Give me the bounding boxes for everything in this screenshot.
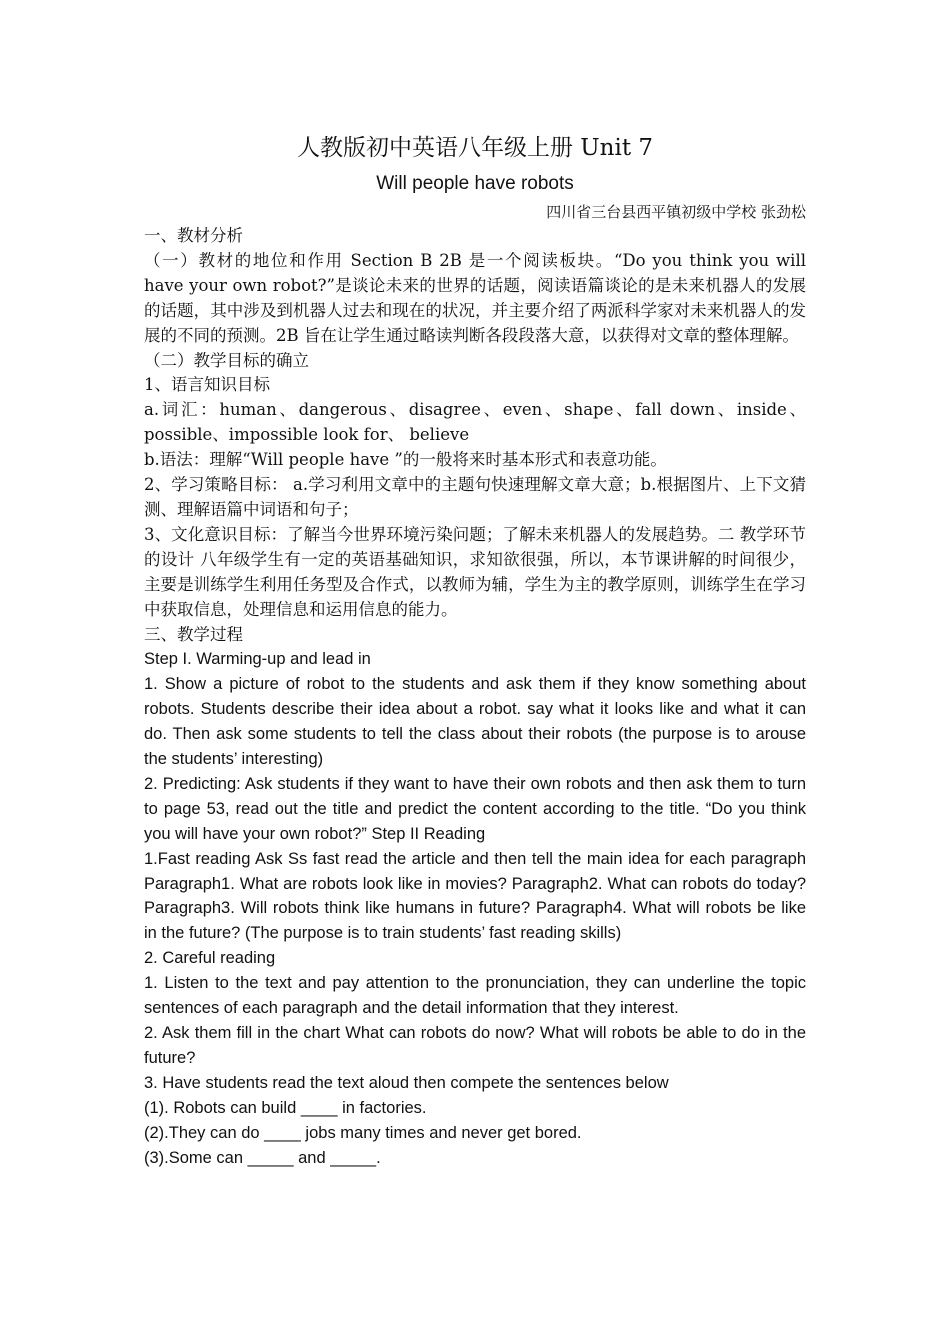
paragraph: 2、学习策略目标： a.学习利用文章中的主题句快速理解文章大意；b.根据图片、上下文猜测、理解语篇中词语和句子；: [144, 475, 806, 519]
exercise-item: (2).They can do ____ jobs many times and never get bored.: [144, 1123, 582, 1142]
author-line: 四川省三台县西平镇初级中学校 张劲松: [546, 203, 806, 221]
section-heading: 一、教材分析: [144, 226, 243, 245]
paragraph: 2. Predicting: Ask students if they want to have their own robots and then ask them to turn to page 53, read out the title and predict the content according to the title. “Do you think you will have your own robot?” Step II Reading: [144, 774, 806, 843]
document-body: [144, 128, 806, 1170]
paragraph: 2. Ask them fill in the chart What can robots do now? What will robots be able to do in the future?: [144, 1024, 806, 1067]
document-subtitle: Will people have robots: [376, 173, 574, 194]
subsection-heading: （二）教学目标的确立: [144, 350, 309, 370]
document-title: 人教版初中英语八年级上册 Unit 7: [296, 135, 654, 161]
paragraph: b.语法：理解“Will people have ”的一般将来时基本形式和表意功能。: [144, 450, 667, 470]
paragraph: 1.Fast reading Ask Ss fast read the article and then tell the main idea for each paragraph Paragraph1. What are robots look like in movies? Paragraph2. What can robots do today? Paragraph3. Will robots think like humans in future? Paragraph4. What will robots be like in the future? (The purpose is to train students’ fast reading skills): [144, 849, 806, 943]
paragraph: 2. Careful reading: [144, 949, 276, 968]
paragraph: 1. Show a picture of robot to the students and ask them if they know something about robots. Students describe their idea about a robot. say what it looks like and what it can do. Then ask some students to tell the class about their robots (the purpose is to arouse the students’ interesting): [144, 675, 806, 769]
paragraph: （一）教材的地位和作用 Section B 2B 是一个阅读板块。“Do you think you will have your own robot?”是谈论未来的世界的话题，阅读语篇谈论的是未来机器人的发展的话题，其中涉及到机器人过去和现在的状况，并主要介绍了两派科学家对未来机器人的发展的不同的预测。2B 旨在让学生通过略读判断各段段落大意，以获得对文章的整体理解。: [144, 250, 806, 345]
paragraph: 3、文化意识目标：了解当今世界环境污染问题；了解未来机器人的发展趋势。二 教学环节的设计 八年级学生有一定的英语基础知识，求知欲很强，所以，本节课讲解的时间很少，主要是训练学生利用任务型及合作式，以教师为辅，学生为主的教学原则，训练学生在学习中获取信息，处理信息和运用信息的能力。: [144, 524, 806, 619]
exercise-item: (1). Robots can build ____ in factories.: [144, 1098, 427, 1117]
section-heading: 三、教学过程: [144, 624, 243, 644]
subsection-heading: 1、语言知识目标: [144, 375, 270, 395]
step-heading: Step I. Warming-up and lead in: [144, 650, 371, 669]
paragraph: 3. Have students read the text aloud then compete the sentences below: [144, 1073, 669, 1092]
paragraph: 1. Listen to the text and pay attention to the pronunciation, they can underline the topic sentences of each paragraph and the detail information that they interest.: [144, 974, 806, 1018]
paragraph: a.词汇：human、dangerous、disagree、even、shape、fall down、inside、possible、impossible look for、 believe: [144, 400, 806, 445]
exercise-item: (3).Some can _____ and _____.: [144, 1148, 381, 1167]
